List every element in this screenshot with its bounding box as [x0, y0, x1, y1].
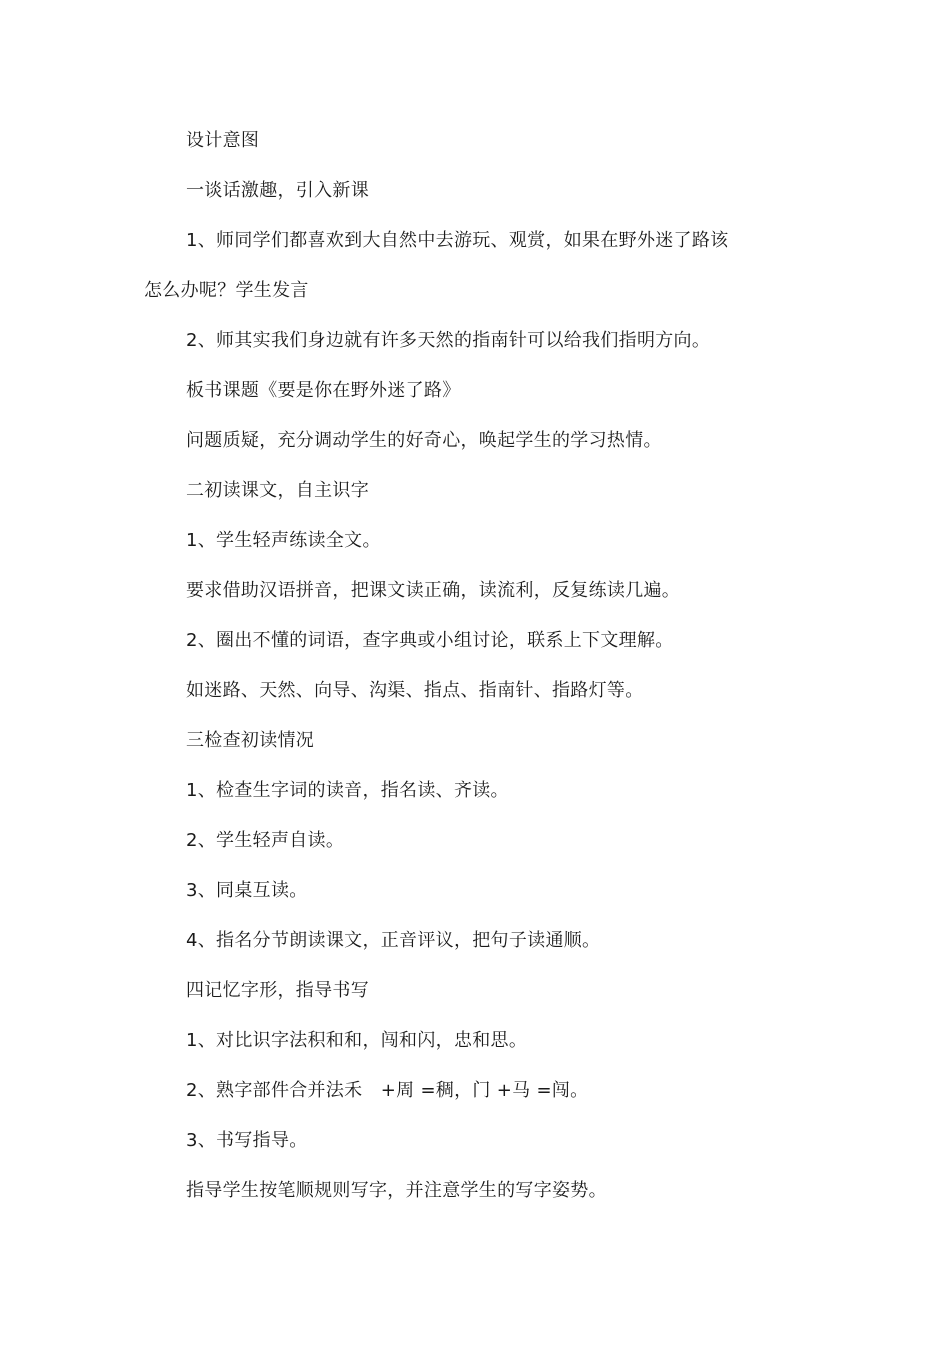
- paragraph-line: 4、指名分节朗读课文，正音评议，把句子读通顺。: [186, 930, 601, 951]
- section-heading-1: 一谈话激趣，引入新课: [186, 180, 369, 201]
- paragraph-line: 要求借助汉语拼音，把课文读正确，读流利，反复练读几遍。: [186, 580, 681, 601]
- paragraph-line-continued: 怎么办呢？学生发言: [144, 280, 309, 301]
- paragraph-line: 3、同桌互读。: [186, 880, 308, 901]
- paragraph-line: 2、熟字部件合并法禾 +周 =稠，门 +马 =闯。: [186, 1080, 589, 1101]
- paragraph-line: 指导学生按笔顺规则写字，并注意学生的写字姿势。: [186, 1180, 607, 1201]
- paragraph-line: 2、学生轻声自读。: [186, 830, 345, 851]
- paragraph-line: 3、书写指导。: [186, 1130, 308, 1151]
- section-title-design-intent: 设计意图: [186, 130, 260, 151]
- section-heading-2: 二初读课文，自主识字: [186, 480, 369, 501]
- paragraph-line: 如迷路、天然、向导、沟渠、指点、指南针、指路灯等。: [186, 680, 644, 701]
- section-heading-3: 三检查初读情况: [186, 730, 315, 751]
- paragraph-line: 1、对比识字法积和和，闯和闪，忠和思。: [186, 1030, 528, 1051]
- paragraph-line: 1、检查生字词的读音，指名读、齐读。: [186, 780, 509, 801]
- paragraph-line: 1、师同学们都喜欢到大自然中去游玩、观赏，如果在野外迷了路该: [186, 230, 729, 251]
- paragraph-line: 2、师其实我们身边就有许多天然的指南针可以给我们指明方向。: [186, 330, 711, 351]
- paragraph-line: 问题质疑，充分调动学生的好奇心，唤起学生的学习热情。: [186, 430, 662, 451]
- paragraph-line: 1、学生轻声练读全文。: [186, 530, 381, 551]
- paragraph-line: 2、圈出不懂的词语，查字典或小组讨论，联系上下文理解。: [186, 630, 674, 651]
- paragraph-line: 板书课题《要是你在野外迷了路》: [186, 380, 461, 401]
- section-heading-4: 四记忆字形，指导书写: [186, 980, 369, 1001]
